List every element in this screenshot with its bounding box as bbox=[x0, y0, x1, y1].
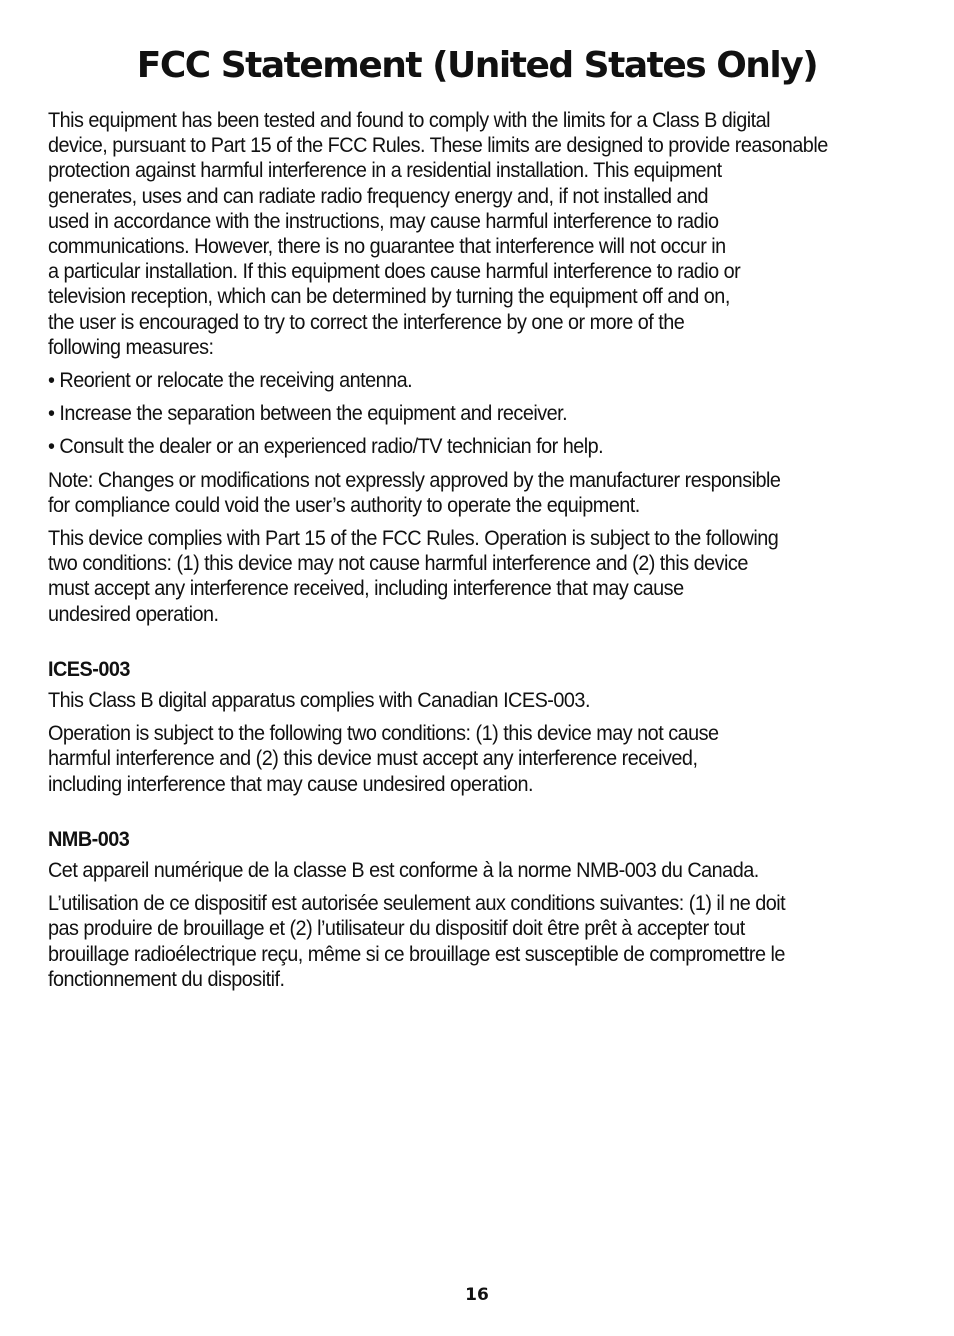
page-title: FCC Statement (United States Only) bbox=[136, 45, 818, 86]
fcc-compliance-paragraph: This device complies with Part 15 of the FCC Rules. Operation is subject to the following two conditions: (1) this device may not cause harmful interference and (2) this device must accept any interference received, including interference that may cause undesired operation. bbox=[48, 527, 779, 626]
list-item: • Reorient or relocate the receiving antenna. bbox=[48, 368, 851, 393]
list-item: • Increase the separation between the equipment and receiver. bbox=[48, 401, 851, 426]
list-item: • Consult the dealer or an experienced radio/TV technician for help. bbox=[48, 434, 851, 459]
fcc-intro-paragraph: This equipment has been tested and found to comply with the limits for a Class B digital device, pursuant to Part 15 of the FCC Rules. These limits are designed to provide reasonable protection against harmful interference in a residential installation. This equipment generates, uses and can radiate radio frequency energy and, if not installed and used in accordance with the instructions, may cause harmful interference to radio communications. However, there is no guarantee that interference will not occur in a particular installation. If this equipment does cause harmful interference to radio or television reception, which can be determined by turning the equipment off and on, the user is encouraged to try to correct the interference by one or more of the following measures: bbox=[48, 109, 828, 359]
fcc-measures-list bbox=[48, 368, 851, 460]
ices-conditions: Operation is subject to the following two conditions: (1) this device may not cause harmful interference and (2) this device must accept any interference received, including interference that may cause undesired operation. bbox=[48, 722, 719, 796]
ices-heading: ICES-003 bbox=[48, 657, 130, 681]
document-body bbox=[48, 108, 851, 1000]
nmb-statement: Cet appareil numérique de la classe B est conforme à la norme NMB-003 du Canada. bbox=[48, 859, 759, 883]
nmb-heading: NMB-003 bbox=[48, 827, 130, 851]
page-number: 16 bbox=[465, 1285, 489, 1305]
fcc-note-paragraph: Note: Changes or modifications not expressly approved by the manufacturer responsible for compliance could void the user’s authority to operate the equipment. bbox=[48, 468, 781, 517]
nmb-conditions: L’utilisation de ce dispositif est autorisée seulement aux conditions suivantes: (1) il ne doit pas produire de brouillage et (2) l’utilisateur du dispositif doit être prêt à accepter tout brouillage radioélectrique reçu, même si ce brouillage est susceptible de compromettre le fonctionnement du dispositif. bbox=[48, 892, 786, 991]
ices-statement: This Class B digital apparatus complies with Canadian ICES-003. bbox=[48, 689, 590, 713]
